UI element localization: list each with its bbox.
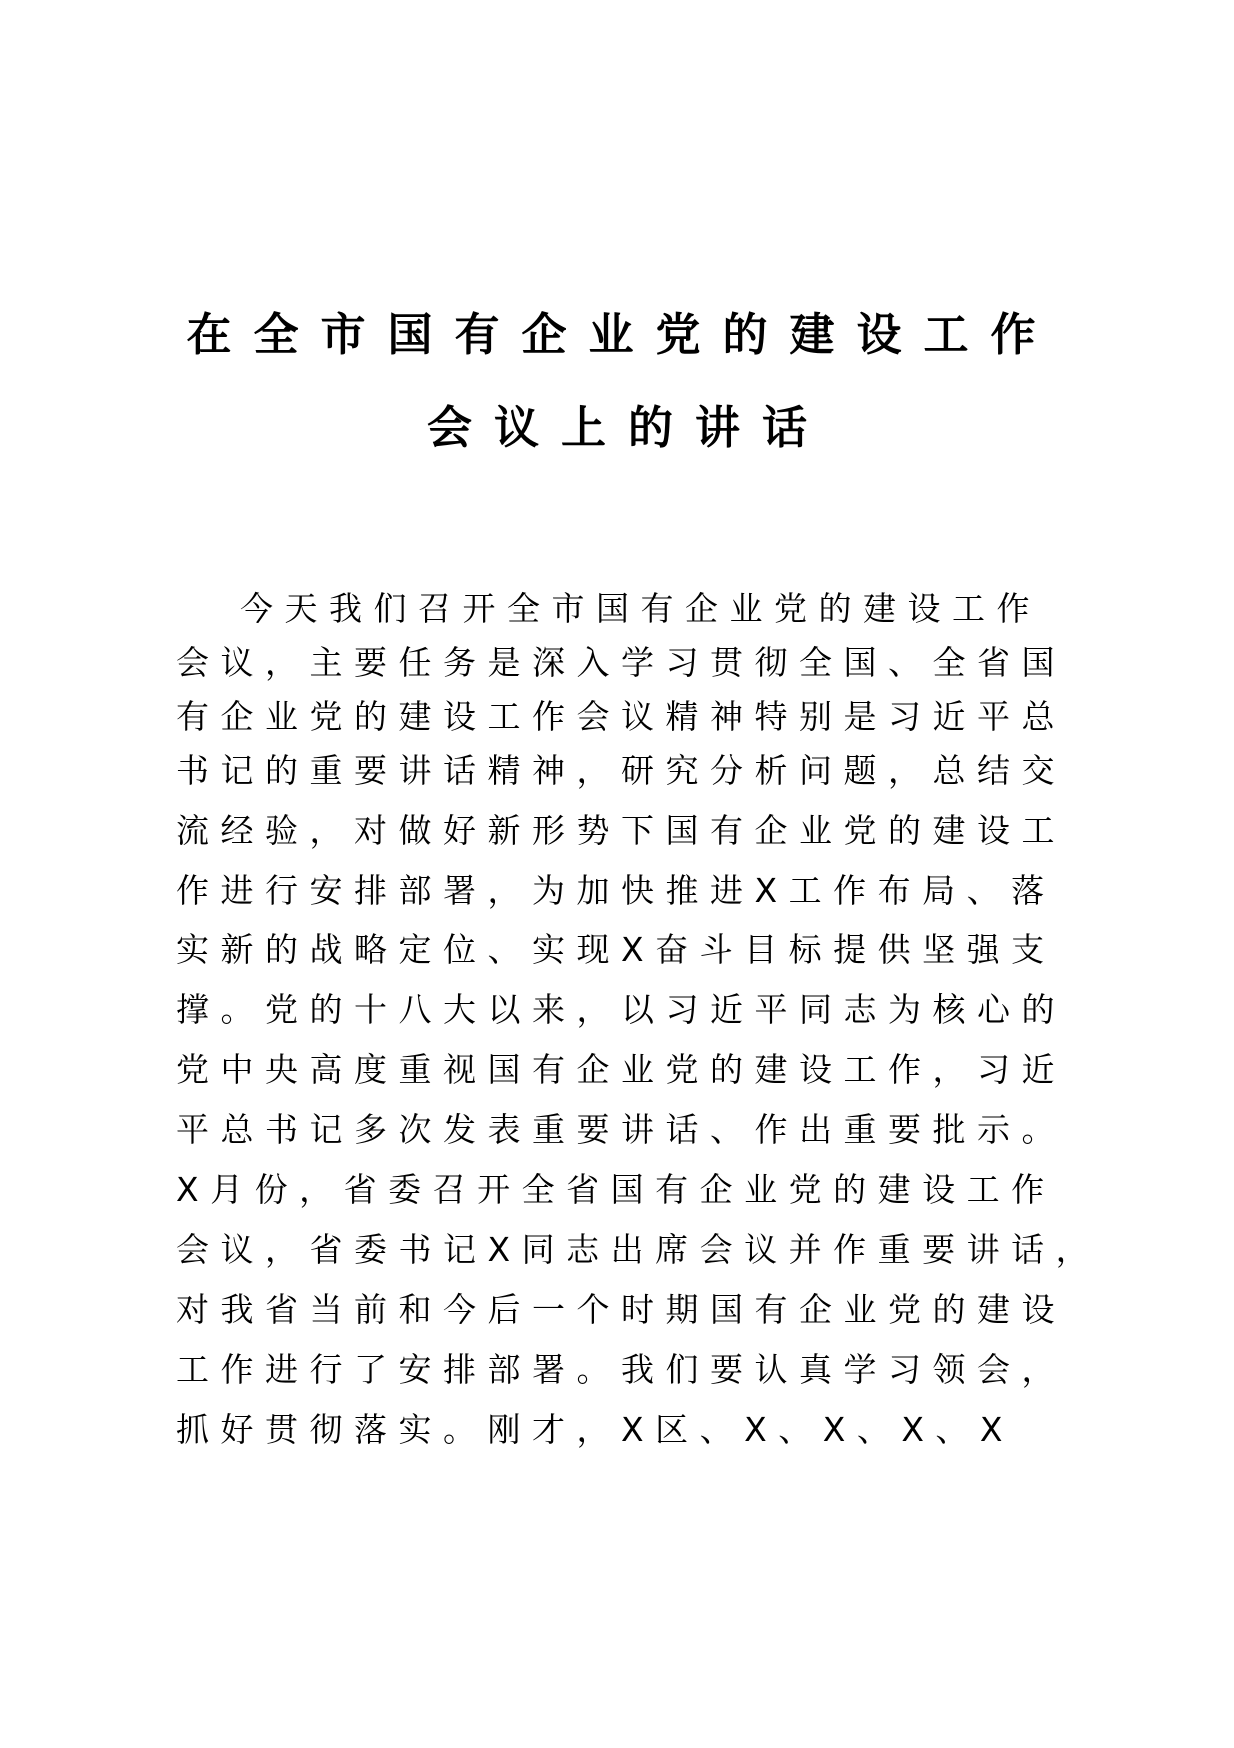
paragraph-line: 今天我们召开全市国有企业党的建设工作	[240, 589, 1041, 628]
paragraph-line: 会议，省委书记X同志出席会议并作重要讲话，	[176, 1230, 1101, 1269]
document-title-line-1: 在全市国有企业党的建设工作	[186, 308, 1058, 361]
paragraph-line: 实新的战略定位、实现X奋斗目标提供坚强支	[176, 930, 1056, 969]
paragraph-line: 撑。党的十八大以来，以习近平同志为核心的	[176, 990, 1066, 1029]
paragraph-line: 党中央高度重视国有企业党的建设工作，习近	[176, 1050, 1066, 1089]
paragraph-line: 工作进行了安排部署。我们要认真学习领会，	[176, 1350, 1066, 1389]
paragraph-line: 对我省当前和今后一个时期国有企业党的建设	[176, 1290, 1066, 1329]
paragraph-line: 会议，主要任务是深入学习贯彻全国、全省国	[176, 643, 1066, 682]
paragraph-line: 平总书记多次发表重要讲话、作出重要批示。	[176, 1110, 1066, 1149]
paragraph-line: X月份，省委召开全省国有企业党的建设工作	[176, 1170, 1056, 1209]
paragraph-line: 抓好贯彻落实。刚才，X区、X、X、X、X	[176, 1410, 1015, 1449]
paragraph-line: 流经验，对做好新形势下国有企业党的建设工	[176, 811, 1066, 850]
paragraph-line: 书记的重要讲话精神，研究分析问题，总结交	[176, 751, 1066, 790]
paragraph-line: 有企业党的建设工作会议精神特别是习近平总	[176, 697, 1066, 736]
paragraph-line: 作进行安排部署，为加快推进X工作布局、落	[176, 871, 1056, 910]
document-title-line-2: 会议上的讲话	[426, 401, 829, 454]
